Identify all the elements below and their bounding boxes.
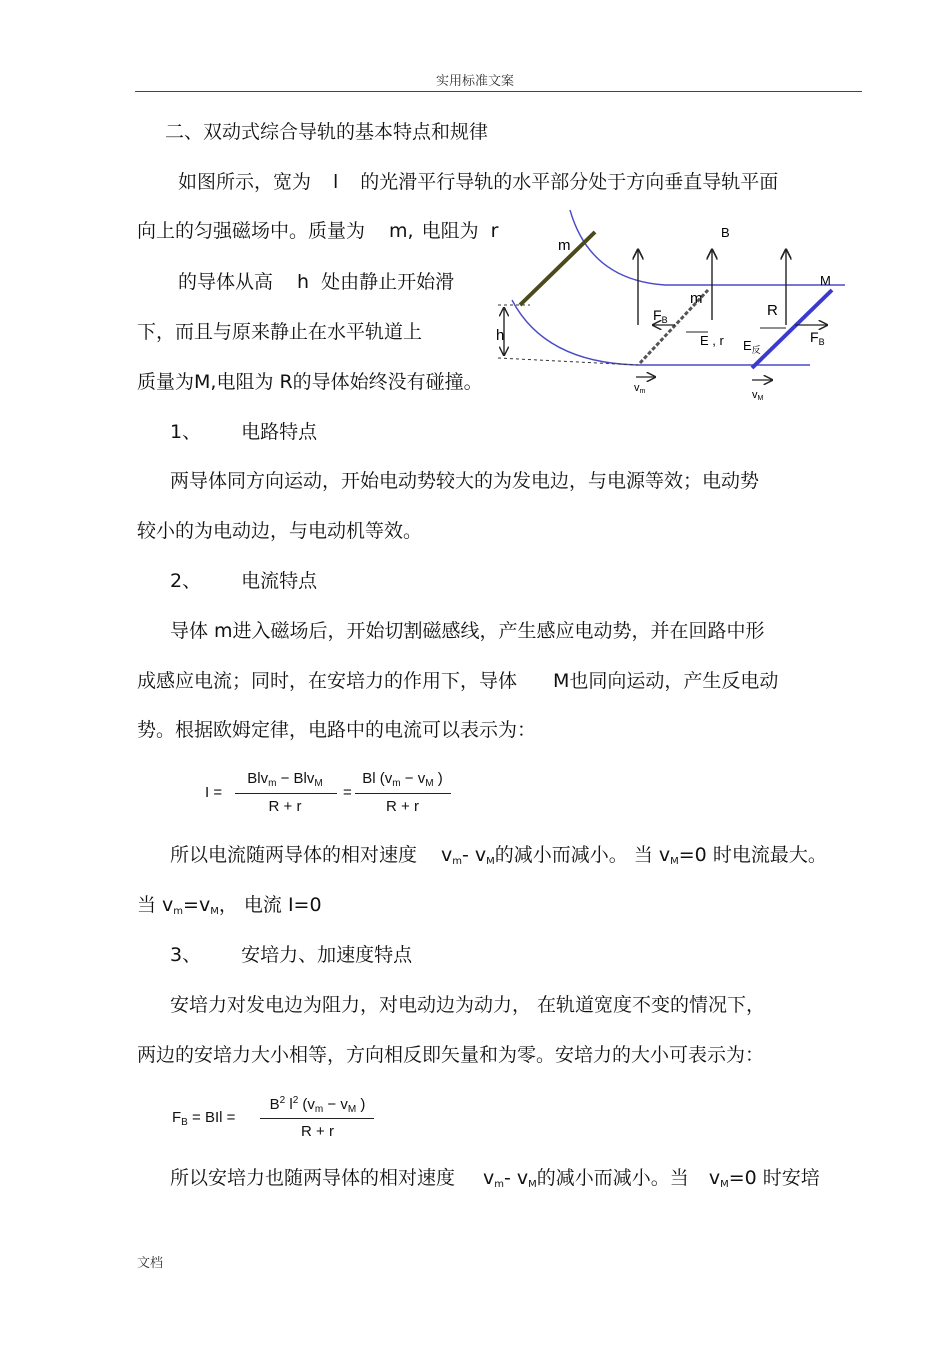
sec1-para-1: 两导体同方向运动，开始电动势较大的为发电边，与电源等效；电动势 [170,470,760,492]
label-M: M [820,273,831,288]
sec3-para-1: 安培力对发电边为阻力，对电动边为动力， 在轨道宽度不变的情况下， [170,994,766,1016]
intro-line-1: 如图所示，宽为 l 的光滑平行导轨的水平部分处于方向垂直导轨平面 [178,171,779,193]
label-B: B [721,225,730,240]
rod-M [752,290,832,368]
label-vm: vm [634,382,646,395]
label-m-mid: m [690,290,703,307]
sec2-para-5: 当 $v_m=v_M$， 电流 I=0 [137,894,322,917]
sec1-para-2: 较小的为电动边，与电动机等效。 [137,520,423,542]
intro-line-4: 下，而且与原来静止在水平轨道上 [137,321,423,343]
sec1-heading: 1、 电路特点 [170,421,318,443]
sec3-para-3: 所以安培力也随两导体的相对速度 $v_m-$ $v_M$的减小而减小。当 $v_M=0$ 时安培 [170,1167,820,1190]
page-footer: 文档 [137,1256,164,1271]
label-FB2: $F_B$ [810,329,825,347]
intro-line-5: 质量为M,电阻为 R的导体始终没有碰撞。 [137,371,483,393]
intro-line-2: 向上的匀强磁场中。质量为 m, 电阻为 r [137,220,499,242]
header-divider [135,91,862,92]
page-header-title: 实用标准文案 [435,74,514,89]
sec3-heading: 3、 安培力、加速度特点 [170,944,413,966]
label-Er: E , r [700,333,724,348]
sec3-para-2: 两边的安培力大小相等，方向相反即矢量和为零。安培力的大小可表示为： [137,1044,765,1066]
sec2-para-1: 导体 m进入磁场后，开始切割磁感线，产生感应电动势，并在回路中形 [170,620,765,642]
ampere-force-formula: $F_B$ = BIl = $B^2$ $l^2$ ($v_m - v_M$ ) R + r [172,1095,392,1145]
sec2-para-4: 所以电流随两导体的相对速度 $v_m-$ $v_M$的减小而减小。 当 $v_M=0$ 时电流最大。 [170,844,827,867]
rail-curve-upper [570,210,845,285]
sec2-para-3: 势。根据欧姆定律，电路中的电流可以表示为： [137,719,537,741]
current-formula: I = Blv$_m$ − Blv$_M$ R + r = Bl ($v_m - v_M$ ) R + r [205,770,465,820]
sec2-para-2: 成感应电流；同时，在安培力的作用下，导体 M也同向运动，产生反电动 [137,670,779,692]
section-title: 二、双动式综合导轨的基本特点和规律 [165,121,489,143]
label-R: R [767,302,778,319]
label-h: h [496,327,505,344]
label-Efan: $E_反$ [743,338,761,355]
label-m-top: m [558,237,571,254]
label-FB: $F_B$ [653,307,668,325]
intro-line-3: 的导体从高 h 处由静止开始滑 [178,271,455,293]
sec2-heading: 2、 电流特点 [170,570,318,592]
rail-diagram [490,205,860,405]
label-vM: vM [752,389,764,402]
